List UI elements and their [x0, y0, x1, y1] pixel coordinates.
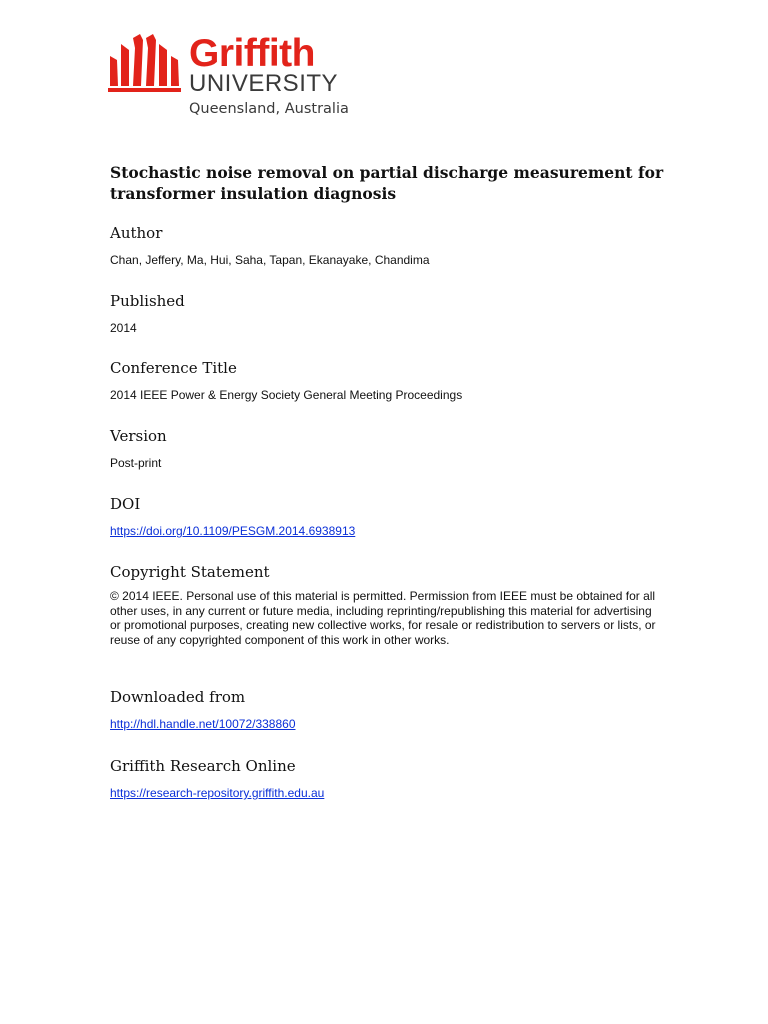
published-year: 2014: [110, 321, 137, 335]
flame-emblem-icon: [108, 34, 186, 92]
author-list: Chan, Jeffery, Ma, Hui, Saha, Tapan, Ekanayake, Chandima: [110, 253, 430, 267]
section-published: [110, 292, 658, 336]
logo-wordmark: [189, 32, 339, 97]
section-downloaded-from: [110, 688, 658, 733]
section-heading-copyright-statement: Copyright Statement: [110, 563, 270, 581]
logo-location: Queensland, Australia: [189, 101, 349, 117]
section-heading-downloaded-from: Downloaded from: [110, 688, 246, 706]
conference-title: 2014 IEEE Power & Energy Society General Meeting Proceedings: [110, 388, 463, 402]
copyright-text: © 2014 IEEE. Personal use of this material is permitted. Permission from IEEE must be obtained for all other uses, in any current or future media, including reprinting/republishing this material for advertising or promotional purposes, creating new collective works, for resale or redistribution to servers or lists, or reuse of any copyrighted component of this work in other works.: [110, 589, 656, 648]
section-heading-published: Published: [110, 292, 185, 310]
section-heading-conference-title: Conference Title: [110, 359, 237, 377]
section-heading-griffith-research-online: Griffith Research Online: [110, 757, 296, 775]
section-griffith-research-online: [110, 757, 658, 802]
version-value: Post-print: [110, 456, 162, 470]
handle-link[interactable]: http://hdl.handle.net/10072/338860: [110, 717, 296, 731]
section-doi: [110, 495, 658, 540]
section-conference-title: [110, 359, 658, 403]
repository-link[interactable]: https://research-repository.griffith.edu.au: [110, 786, 325, 800]
griffith-university-logo: [108, 34, 348, 120]
section-heading-author: Author: [110, 224, 163, 242]
paper-title: Stochastic noise removal on partial discharge measurement for transformer insulation diagnosis: [110, 163, 664, 203]
section-author: [110, 224, 658, 268]
section-heading-doi: DOI: [110, 495, 141, 513]
section-version: [110, 427, 658, 471]
doi-link[interactable]: https://doi.org/10.1109/PESGM.2014.6938913: [110, 524, 356, 538]
logo-subtitle: UNIVERSITY: [189, 70, 339, 97]
section-heading-version: Version: [110, 427, 167, 445]
section-copyright-statement: [110, 563, 658, 648]
logo-name: Griffith: [189, 32, 315, 75]
